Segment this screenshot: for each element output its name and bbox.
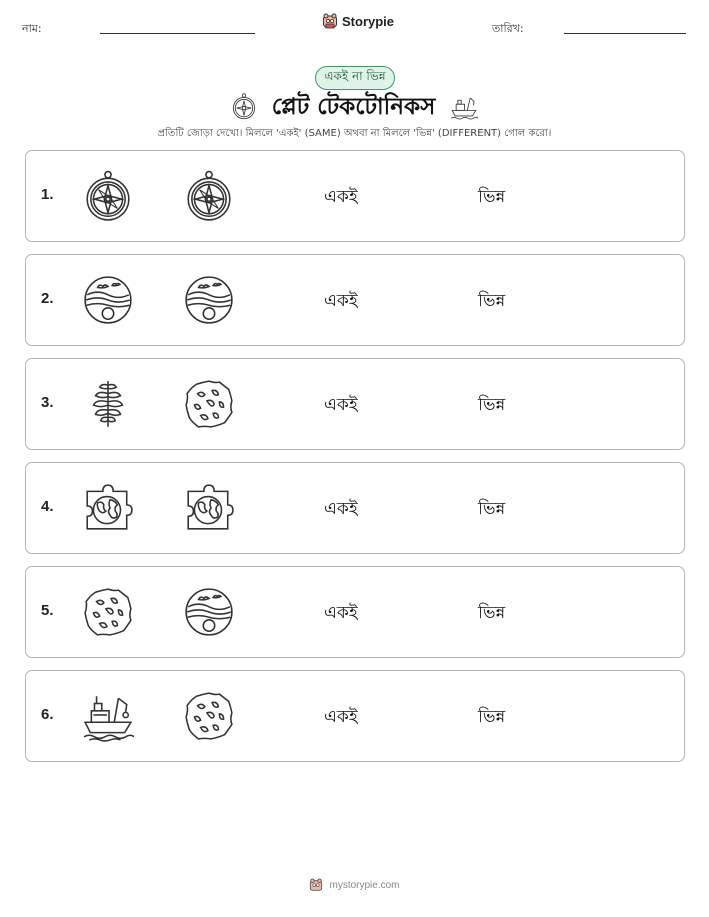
storypie-mascot-icon xyxy=(322,13,338,30)
same-option[interactable]: একই xyxy=(324,603,358,623)
different-option[interactable]: ভিন্ন xyxy=(478,603,506,623)
brand-name: Storypie xyxy=(342,14,395,29)
activity-type-badge: একই না ভিন্ন xyxy=(315,66,395,90)
question-number: 4. xyxy=(41,498,54,515)
storypie-mascot-icon xyxy=(309,878,323,893)
ship-icon xyxy=(82,690,134,742)
compass-icon xyxy=(82,170,134,222)
footer-site[interactable]: mystorypie.com xyxy=(329,880,400,891)
same-option[interactable]: একই xyxy=(324,707,358,727)
same-option[interactable]: একই xyxy=(324,291,358,311)
different-option[interactable]: ভিন্ন xyxy=(478,291,506,311)
same-option[interactable]: একই xyxy=(324,499,358,519)
rock-plate-icon xyxy=(82,586,134,638)
globe-puzzle-icon xyxy=(82,482,134,534)
different-option[interactable]: ভিন্ন xyxy=(478,707,506,727)
same-option[interactable]: একই xyxy=(324,395,358,415)
footer xyxy=(0,878,709,893)
question-number: 1. xyxy=(41,186,54,203)
rock-plate-icon xyxy=(183,378,235,430)
different-option[interactable]: ভিন্ন xyxy=(478,395,506,415)
question-number: 5. xyxy=(41,602,54,619)
question-row xyxy=(25,670,685,762)
earth-layers-icon xyxy=(82,274,134,326)
instructions: প্রতিটি জোড়া দেখো। মিললে 'একই' (SAME) অথবা না মিললে 'ভিন্ন' (DIFFERENT) গোল করো। xyxy=(157,128,552,139)
name-label: নাম: xyxy=(22,22,42,35)
question-number: 2. xyxy=(41,290,54,307)
question-number: 3. xyxy=(41,394,54,411)
ship-icon xyxy=(449,93,479,121)
title-row xyxy=(0,90,709,124)
earth-layers-icon xyxy=(183,274,235,326)
question-number: 6. xyxy=(41,706,54,723)
compass-icon xyxy=(183,170,235,222)
question-row xyxy=(25,358,685,450)
question-row xyxy=(25,462,685,554)
globe-puzzle-icon xyxy=(183,482,235,534)
rock-plate-icon xyxy=(183,690,235,742)
compass-icon xyxy=(230,93,258,121)
different-option[interactable]: ভিন্ন xyxy=(478,187,506,207)
question-row xyxy=(25,566,685,658)
question-row xyxy=(25,254,685,346)
date-label: তারিখ: xyxy=(492,22,524,35)
fern-leaf-icon xyxy=(82,378,134,430)
brand-logo xyxy=(322,13,394,30)
earth-layers-icon xyxy=(183,586,235,638)
different-option[interactable]: ভিন্ন xyxy=(478,499,506,519)
worksheet-title: প্লেট টেকটোনিকস xyxy=(271,93,436,120)
date-line[interactable] xyxy=(564,33,686,34)
name-line[interactable] xyxy=(100,33,255,34)
same-option[interactable]: একই xyxy=(324,187,358,207)
question-row xyxy=(25,150,685,242)
